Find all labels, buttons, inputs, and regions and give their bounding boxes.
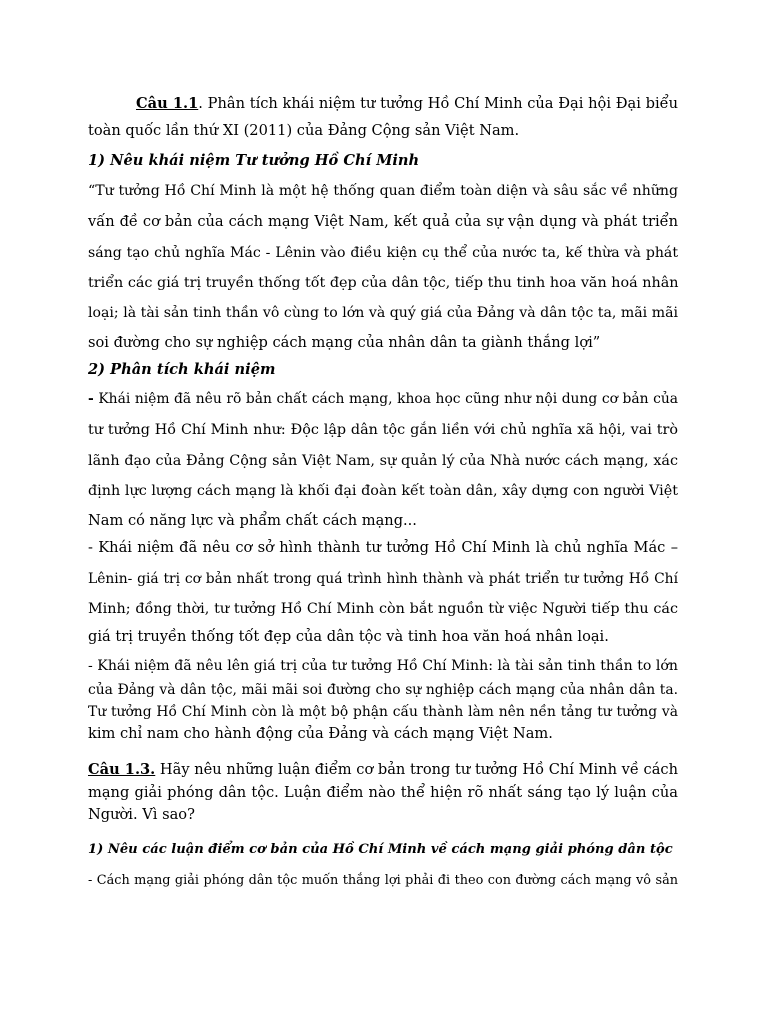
paragraph-1-line: lãnh đạo của Đảng Cộng sản Việt Nam, sự quản lý của Nhà nước cách mạng, xác — [88, 453, 678, 469]
paragraph-2-line: Lênin- giá trị cơ bản nhất trong quá trình hình thành và phát triển tư tưởng Hồ Chí — [88, 571, 678, 587]
heading-3-key-points: 1) Nêu các luận điểm cơ bản của Hồ Chí Minh về cách mạng giải phóng dân tộc — [88, 842, 673, 857]
heading-1-concept: 1) Nêu khái niệm Tư tưởng Hồ Chí Minh — [88, 152, 420, 169]
question-1-1-label: Câu 1.1 — [136, 95, 199, 112]
quote-line: “Tư tưởng Hồ Chí Minh là một hệ thống quan điểm toàn diện và sâu sắc về những — [88, 183, 678, 199]
paragraph-3-line: Tư tưởng Hồ Chí Minh còn là một bộ phận cấu thành làm nên nền tảng tư tưởng và — [88, 704, 678, 720]
heading-2-analysis: 2) Phân tích khái niệm — [88, 361, 276, 378]
paragraph-4-line: - Cách mạng giải phóng dân tộc muốn thắng lợi phải đi theo con đường cách mạng vô sản — [88, 873, 678, 888]
question-1-3-line-2: mạng giải phóng dân tộc. Luận điểm nào thể hiện rõ nhất sáng tạo lý luận của — [88, 784, 678, 801]
paragraph-3-line: kim chỉ nam cho hành động của Đảng và cách mạng Việt Nam. — [88, 725, 553, 742]
question-1-3-line-3: Người. Vì sao? — [88, 806, 195, 823]
paragraph-3-line: của Đảng và dân tộc, mãi mãi soi đường cho sự nghiệp cách mạng của nhân dân ta. — [88, 682, 678, 698]
question-1-3-line-1: Câu 1.3. Hãy nêu những luận điểm cơ bản trong tư tưởng Hồ Chí Minh về cách — [88, 761, 678, 778]
quote-line: loại; là tài sản tinh thần vô cùng to lớn và quý giá của Đảng và dân tộc ta, mãi mãi — [88, 305, 678, 321]
question-1-1-line-2: toàn quốc lần thứ XI (2011) của Đảng Cộng sản Việt Nam. — [88, 122, 520, 139]
paragraph-1-line: tư tưởng Hồ Chí Minh như: Độc lập dân tộc gắn liền với chủ nghĩa xã hội, vai trò — [88, 422, 678, 438]
paragraph-2-line: giá trị truyền thống tốt đẹp của dân tộc và tinh hoa văn hoá nhân loại. — [88, 628, 609, 645]
quote-line: soi đường cho sự nghiệp cách mạng của nhân dân ta giành thắng lợi” — [88, 334, 601, 351]
question-1-1-line-1: Câu 1.1. Phân tích khái niệm tư tưởng Hồ Chí Minh của Đại hội Đại biểu — [136, 95, 678, 112]
paragraph-2-line: Minh; đồng thời, tư tưởng Hồ Chí Minh còn bắt nguồn từ việc Người tiếp thu các — [88, 601, 678, 617]
question-1-3-label: Câu 1.3. — [88, 761, 156, 778]
paragraph-2-line: - Khái niệm đã nêu cơ sở hình thành tư tưởng Hồ Chí Minh là chủ nghĩa Mác – — [88, 539, 678, 556]
paragraph-1-line: - Khái niệm đã nêu rõ bản chất cách mạng, khoa học cũng như nội dung cơ bản của — [88, 391, 678, 407]
paragraph-1-line: Nam có năng lực và phẩm chất cách mạng... — [88, 512, 417, 529]
quote-line: sáng tạo chủ nghĩa Mác - Lênin vào điều kiện cụ thể của nước ta, kế thừa và phát — [88, 245, 678, 261]
paragraph-3-line: - Khái niệm đã nêu lên giá trị của tư tưởng Hồ Chí Minh: là tài sản tinh thần to lớn — [88, 658, 678, 674]
quote-line: vấn đề cơ bản của cách mạng Việt Nam, kết quả của sự vận dụng và phát triển — [88, 213, 678, 230]
quote-line: triển các giá trị truyền thống tốt đẹp của dân tộc, tiếp thu tinh hoa văn hoá nhân — [88, 275, 679, 291]
paragraph-1-line: định lực lượng cách mạng là khối đại đoàn kết toàn dân, xây dựng con người Việt — [88, 483, 678, 499]
